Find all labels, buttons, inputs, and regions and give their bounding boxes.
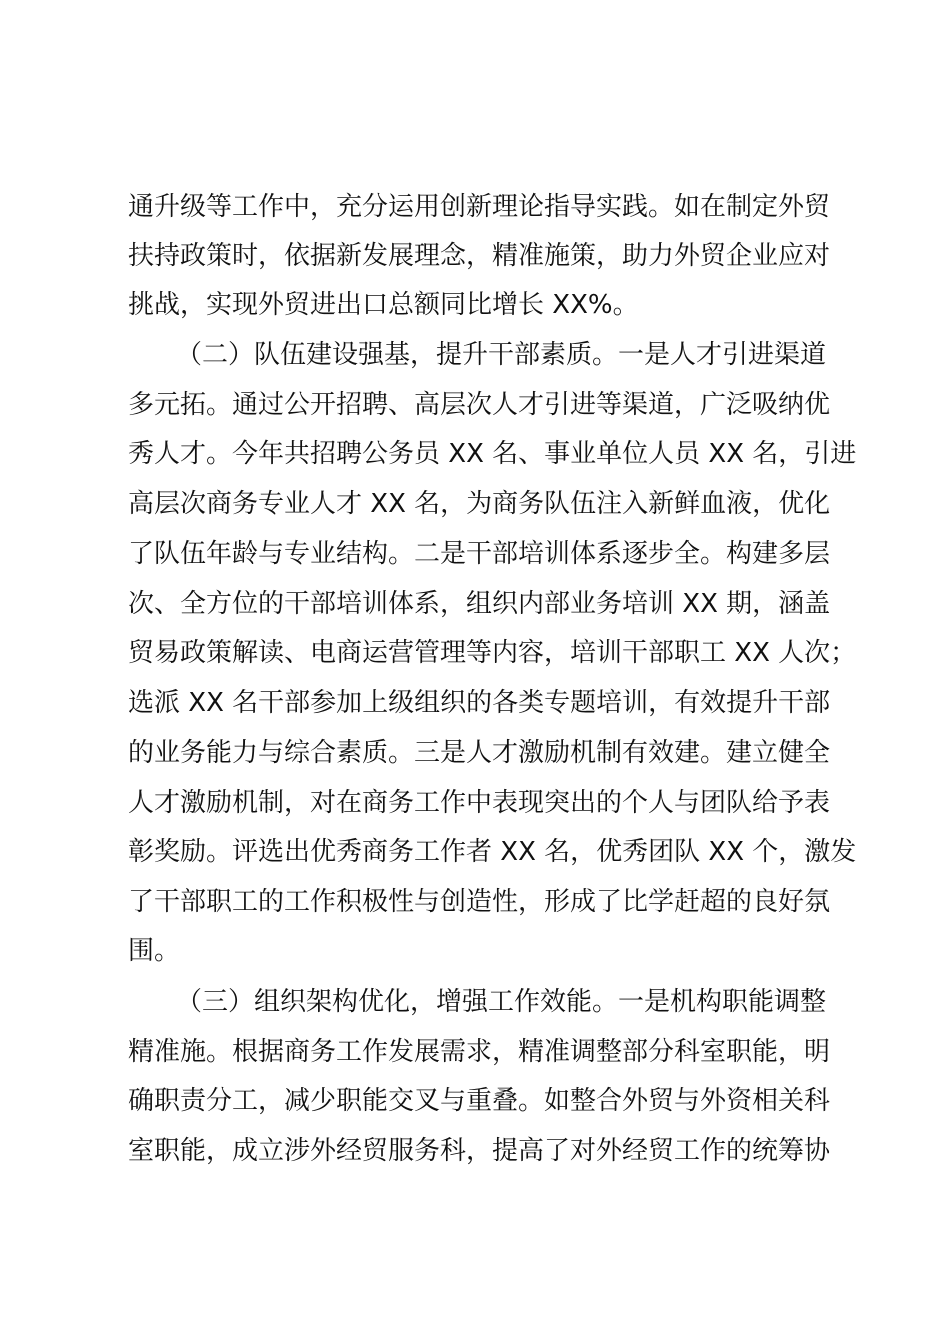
text-line: 扶持政策时，依据新发展理念，精准施策，助力外贸企业应对 [128, 241, 831, 271]
text-line: 选派 XX 名干部参加上级组织的各类专题培训，有效提升干部 [128, 688, 831, 718]
text-line: 高层次商务专业人才 XX 名，为商务队伍注入新鲜血液，优化 [128, 489, 831, 519]
text-line: 通升级等工作中，充分运用创新理论指导实践。如在制定外贸 [128, 192, 831, 222]
text-line: 室职能，成立涉外经贸服务科，提高了对外经贸工作的统筹协 [128, 1136, 831, 1166]
text-line: 次、全方位的干部培训体系，组织内部业务培训 XX 期，涵盖 [128, 589, 831, 619]
text-line: 秀人才。今年共招聘公务员 XX 名、事业单位人员 XX 名，引进 [128, 439, 857, 469]
section-heading-line: （二）队伍建设强基，提升干部素质。一是人才引进渠道 [176, 340, 827, 370]
text-line: 的业务能力与综合素质。三是人才激励机制有效建。建立健全 [128, 738, 831, 768]
text-line: 多元拓。通过公开招聘、高层次人才引进等渠道，广泛吸纳优 [128, 390, 831, 420]
text-line: 了干部职工的工作积极性与创造性，形成了比学赶超的良好氛 [128, 887, 831, 917]
text-line: 彰奖励。评选出优秀商务工作者 XX 名，优秀团队 XX 个，激发 [128, 837, 857, 867]
text-line: 精准施。根据商务工作发展需求，精准调整部分科室职能，明 [128, 1037, 831, 1067]
text-line: 挑战，实现外贸进出口总额同比增长 XX%。 [128, 290, 639, 320]
text-line: 了队伍年龄与专业结构。二是干部培训体系逐步全。构建多层 [128, 539, 831, 569]
text-line: 围。 [128, 936, 181, 966]
section-heading-line: （三）组织架构优化，增强工作效能。一是机构职能调整 [176, 987, 827, 1017]
text-line: 确职责分工，减少职能交叉与重叠。如整合外贸与外资相关科 [128, 1086, 831, 1116]
text-line: 人才激励机制，对在商务工作中表现突出的个人与团队给予表 [128, 788, 831, 818]
text-line: 贸易政策解读、电商运营管理等内容，培训干部职工 XX 人次； [128, 638, 857, 668]
